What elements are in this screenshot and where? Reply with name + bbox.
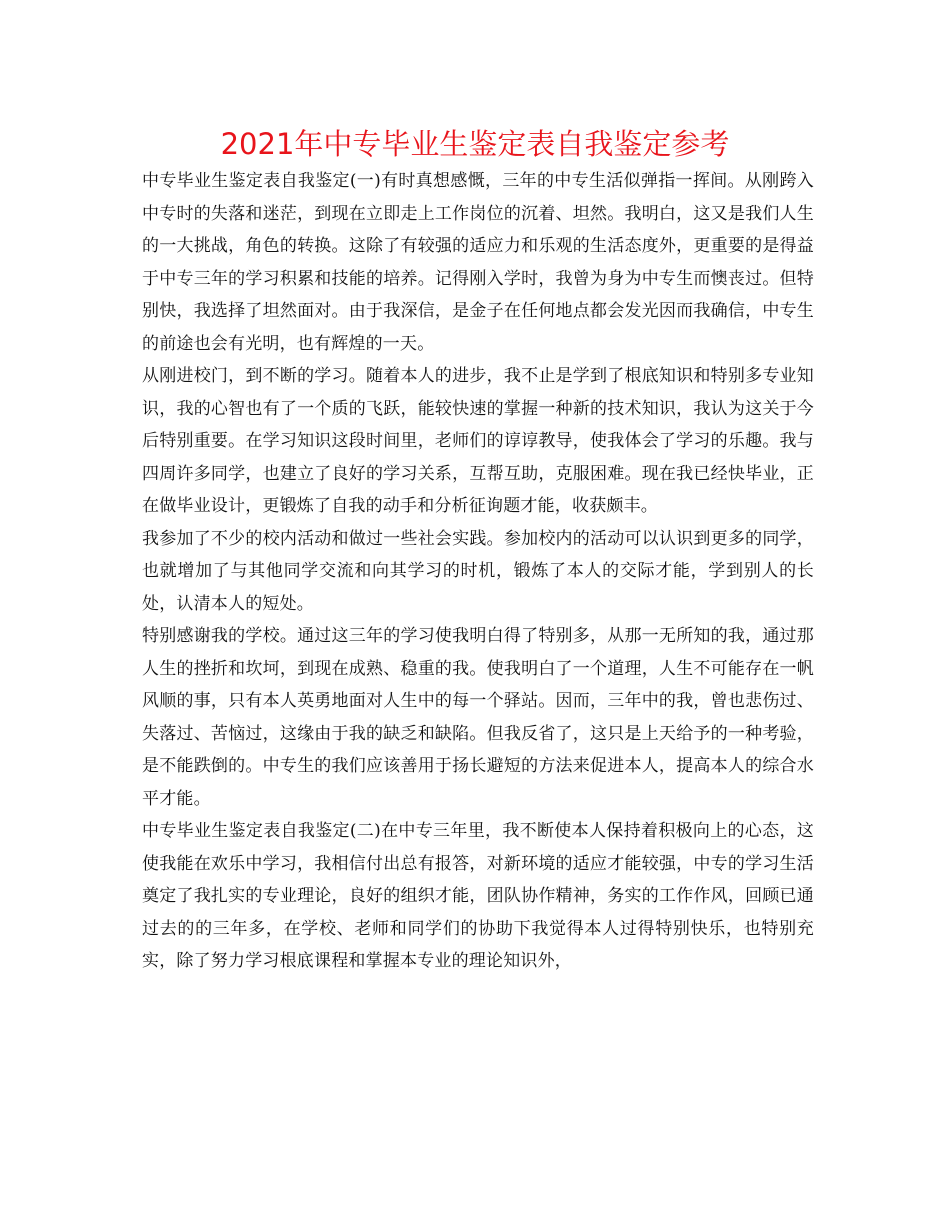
document-body: [142, 165, 814, 978]
paragraph-2: 从刚进校门，到不断的学习。随着本人的进步，我不止是学到了根底知识和特别多专业知识，我的心智也有了一个质的飞跃，能较快速的掌握一种新的技术知识，我认为这关于今后特别重要。在学习知识这段时间里，老师们的谆谆教导，使我体会了学习的乐趣。我与四周许多同学，也建立了良好的学习关系，互帮互助，克服困难。现在我已经快毕业，正在做毕业设计，更锻炼了自我的动手和分析征询题才能，收获颇丰。: [142, 366, 814, 516]
document-title: 2021年中专毕业生鉴定表自我鉴定参考: [220, 127, 730, 161]
paragraph-5: 中专毕业生鉴定表自我鉴定(二)在中专三年里，我不断使本人保持着积极向上的心态，这使我能在欢乐中学习，我相信付出总有报答，对新环境的适应才能较强，中专的学习生活奠定了我扎实的专业理论，良好的组织才能，团队协作精神，务实的工作作风，回顾已通过去的的三年多，在学校、老师和同学们的协助下我觉得本人过得特别快乐，也特别充实，除了努力学习根底课程和掌握本专业的理论知识外，: [142, 821, 814, 971]
paragraph-3: 我参加了不少的校内活动和做过一些社会实践。参加校内的活动可以认识到更多的同学，也就增加了与其他同学交流和向其学习的时机，锻炼了本人的交际才能，学到别人的长处，认清本人的短处。: [142, 528, 814, 614]
paragraph-4: 特别感谢我的学校。通过这三年的学习使我明白得了特别多，从那一无所知的我，通过那人生的挫折和坎坷，到现在成熟、稳重的我。使我明白了一个道理，人生不可能存在一帆风顺的事，只有本人英勇地面对人生中的每一个驿站。因而，三年中的我，曾也悲伤过、失落过、苦恼过，这缘由于我的缺乏和缺陷。但我反省了，这只是上天给予的一种考验，是不能跌倒的。中专生的我们应该善用于扬长避短的方法来促进本人，提高本人的综合水平才能。: [142, 626, 814, 809]
paragraph-1: 中专毕业生鉴定表自我鉴定(一)有时真想感慨，三年的中专生活似弹指一挥间。从刚跨入中专时的失落和迷茫，到现在立即走上工作岗位的沉着、坦然。我明白，这又是我们人生的一大挑战，角色的转换。这除了有较强的适应力和乐观的生活态度外，更重要的是得益于中专三年的学习积累和技能的培养。记得刚入学时，我曾为身为中专生而懊丧过。但特别快，我选择了坦然面对。由于我深信，是金子在任何地点都会发光因而我确信，中专生的前途也会有光明，也有辉煌的一天。: [142, 171, 814, 354]
